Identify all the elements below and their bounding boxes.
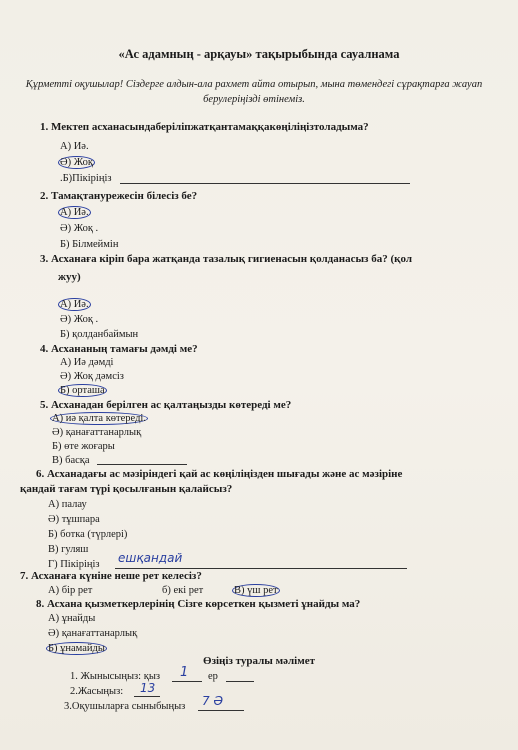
about-title: Өзіңіз туралы мәлімет <box>203 655 315 667</box>
q1-option-a: А) Иә. <box>60 141 89 152</box>
q5-option-c: Б) өте жоғары <box>52 441 115 452</box>
q6-option-b: Ә) тұшпара <box>48 514 100 525</box>
gender-value: 1 <box>180 665 189 680</box>
gender-line <box>172 681 202 682</box>
q8-option-a: А) ұнайды <box>48 613 96 624</box>
q5-option-a <box>50 412 148 425</box>
question-3: 3. Асханаға кіріп бара жатқанда тазалық гигиенасын қолданасыз ба? (қол <box>40 253 412 265</box>
question-4: 4. Асхананың тамағы дәмді ме? <box>40 343 198 355</box>
q4-option-b: Ә) Жоқ дәмсіз <box>60 371 124 382</box>
q1-option-b-label: Ә) Жоқ <box>60 157 93 168</box>
question-8: 8. Асхана қызметкерлерінің Сізге көрсеткен қызметі ұнайды ма? <box>36 598 361 610</box>
gender-label: 1. Жынысыңыз: қыз <box>70 671 161 682</box>
q2-option-a <box>58 206 91 219</box>
q6-option-e: Г) Пікіріңіз <box>48 559 100 570</box>
male-line <box>226 681 254 682</box>
q7-option-a: А) бір рет <box>48 585 93 596</box>
question-6-cont: қандай тағам түрі қосылғанын қалайсыз? <box>20 483 233 495</box>
question-1: 1. Мектеп асханасындаберіліпжатқантамаққакөңіліңізтоладыма? <box>40 121 369 133</box>
question-2: 2. Тамақтанурежесін білесіз бе? <box>40 190 198 202</box>
question-7: 7. Асханаға күніне неше рет келесіз? <box>20 570 202 582</box>
survey-title: «Ас адамның - арқауы» тақырыбында сауалнама <box>118 47 400 61</box>
q4-option-c <box>58 384 107 397</box>
q2-option-a-label: А) Иә. <box>60 207 89 218</box>
answer-circle <box>58 384 107 397</box>
q8-option-c <box>46 642 107 655</box>
q1-option-b <box>58 156 95 169</box>
q6-option-c: Б) ботка (түрлері) <box>48 529 128 540</box>
q1-comment-line <box>120 183 410 184</box>
q4-option-a: А) Иә дәмді <box>60 357 114 368</box>
q4-option-c-label: Б) орташа <box>60 385 105 396</box>
grade-line <box>198 710 244 711</box>
q8-option-b: Ә) қанағаттанарлық <box>48 628 138 639</box>
answer-circle <box>50 412 148 425</box>
q2-option-b: Ә) Жоқ . <box>60 223 99 234</box>
q3-option-c: Б) қолданбаймын <box>60 329 139 340</box>
q5-option-d: В) басқа <box>52 455 90 466</box>
q6-handwritten-answer: ешқандай <box>118 551 183 565</box>
q3-option-a-label: А) Иә. <box>60 299 89 310</box>
question-6: 6. Асханадағы ас мәзіріндегі қай ас көңіліңізден шығады және ас мәзіріне <box>36 468 403 480</box>
question-3-cont: жуу) <box>58 271 81 283</box>
q8-option-c-label: Б) ұнамайды <box>48 643 105 654</box>
q7-option-c <box>232 584 280 597</box>
answer-circle <box>58 206 91 219</box>
male-label: ер <box>208 671 218 682</box>
age-label: 2.Жасыңыз: <box>70 686 124 697</box>
age-line <box>134 696 160 697</box>
grade-label: 3.Оқушыларға сыныбыңыз <box>64 701 186 712</box>
q5-option-a-label: А) иә қалта көтереді. <box>52 413 146 424</box>
q5-option-b: Ә) қанағаттанарлық <box>52 427 142 438</box>
age-value: 13 <box>140 681 156 695</box>
grade-value: 7 Ә <box>202 694 223 708</box>
q7-option-b: б) екі рет <box>162 585 204 596</box>
q6-option-a: А) палау <box>48 499 87 510</box>
answer-circle <box>46 642 107 655</box>
answer-circle <box>58 298 91 311</box>
q3-option-b: Ә) Жоқ . <box>60 314 99 325</box>
q1-option-c: .Б)Пікіріңіз <box>60 173 112 184</box>
answer-circle <box>232 584 280 597</box>
q6-option-d: В) гуляш <box>48 544 89 555</box>
q7-option-c-label: В) үш рет <box>234 585 278 596</box>
q5-other-line <box>97 464 187 465</box>
answer-circle <box>58 156 95 169</box>
survey-intro: Құрметті оқушылар! Сіздерге алдын-ала рахмет айта отырып, мына төмендегі сұрақтарға жауап берулеріңізді өтінеміз. <box>25 79 483 105</box>
q3-option-a <box>58 298 91 311</box>
question-5: 5. Асханадан берілген ас қалтаңызды көтереді ме? <box>40 399 292 411</box>
q2-option-c: Б) Білмеймін <box>60 239 119 250</box>
